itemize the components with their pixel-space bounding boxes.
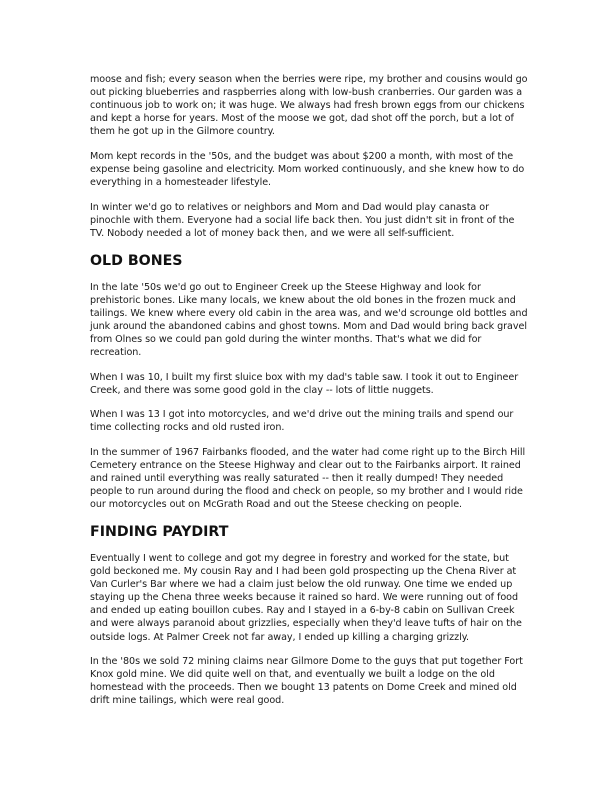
heading-finding-paydirt: FINDING PAYDIRT: [90, 523, 229, 540]
paragraph-paydirt-2: In the '80s we sold 72 mining claims near Gilmore Dome to the guys that put together Fort Knox gold mine. We did quite well on that, and eventually we built a lodge on the old homestead with the proceeds. Then we bought 13 patents on Dome Creek and mined old drift mine tailings, which were real good.: [90, 656, 523, 707]
paragraph-intro-3: In winter we'd go to relatives or neighbors and Mom and Dad would play canasta or pinochle with them. Everyone had a social life back then. You just didn't sit in front of the TV. Nobody needed a lot of money back then, and we were all self-sufficient.: [90, 201, 515, 239]
paragraph-paydirt-1: Eventually I went to college and got my degree in forestry and worked for the state, but gold beckoned me. My cousin Ray and I had been gold prospecting up the Chena River at Van Curler's Bar where we had a claim just below the old runway. One time we ended up staying up the Chena three weeks because it rained so hard. We were running out of food and ended up eating bouillon cubes. Ray and I stayed in a 6-by-8 cabin on Sullivan Creek and were always paranoid about grizzlies, especially when they'd leave tufts of hair on the outside logs. At Palmer Creek not far away, I ended up killing a charging grizzly.: [90, 552, 522, 643]
heading-old-bones: OLD BONES: [90, 252, 183, 269]
paragraph-intro-1: moose and fish; every season when the berries were ripe, my brother and cousins would go out picking blueberries and raspberries along with low-bush cranberries. Our garden was a continuous job to work on; it was huge. We always had fresh brown eggs from our chickens and kept a horse for years. Most of the moose we got, dad shot off the porch, but a lot of them he got up in the Gilmore country.: [90, 74, 528, 138]
document-page: [90, 73, 530, 719]
paragraph-old-bones-2: When I was 10, I built my first sluice box with my dad's table saw. I took it out to Engineer Creek, and there was some good gold in the clay -- lots of little nuggets.: [90, 371, 519, 396]
paragraph-old-bones-4: In the summer of 1967 Fairbanks flooded, and the water had come right up to the Birch Hill Cemetery entrance on the Steese Highway and clear out to the Fairbanks airport. It rained and rained until everything was really saturated -- then it really dumped! They needed people to run around during the flood and check on people, so my brother and I would ride our motorcycles out on McGrath Road and out the Steese checking on people.: [90, 446, 526, 511]
paragraph-old-bones-1: In the late '50s we'd go out to Engineer Creek up the Steese Highway and look for prehistoric bones. Like many locals, we knew about the old bones in the frozen muck and tailings. We knew where every old cabin in the area was, and we'd scrounge old bottles and junk around the abandoned cabins and ghost towns. Mom and Dad would bring back gravel from Olnes so we could pan gold during the winter months. That's what we did for recreation.: [90, 281, 528, 358]
paragraph-old-bones-3: When I was 13 I got into motorcycles, and we'd drive out the mining trails and spend our time collecting rocks and old rusted iron.: [90, 409, 514, 434]
paragraph-intro-2: Mom kept records in the '50s, and the budget was about $200 a month, with most of the expense being gasoline and electricity. Mom worked continuously, and she knew how to do everything in a homesteader lifestyle.: [90, 150, 525, 189]
